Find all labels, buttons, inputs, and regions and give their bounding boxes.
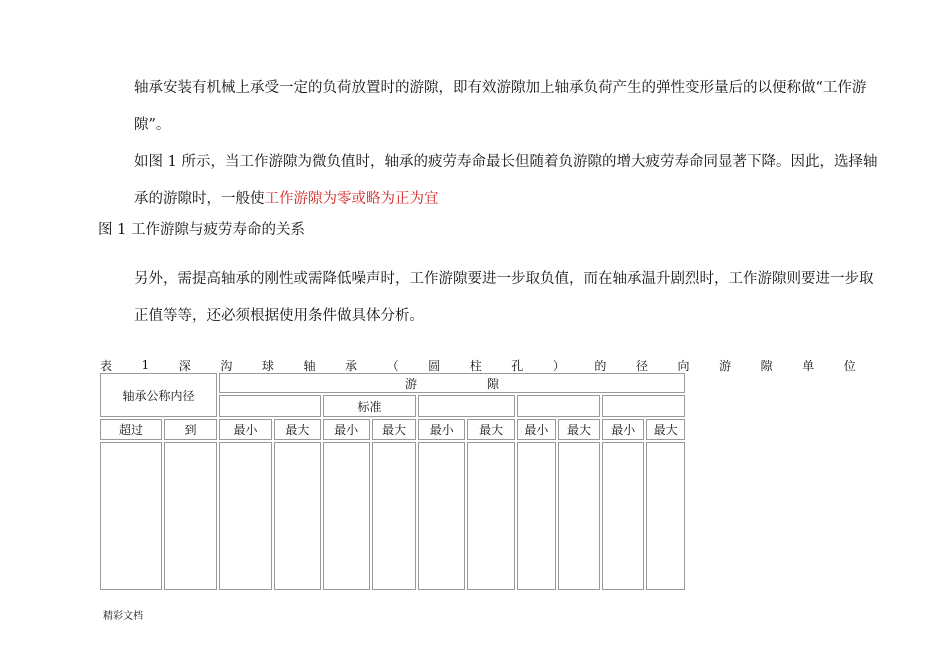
col-max: 最大: [274, 419, 321, 440]
table-title-char: 1: [141, 358, 150, 372]
table-title-char: 孔: [511, 358, 524, 373]
table-cell: [602, 442, 644, 590]
paragraph-fatigue-life: [98, 144, 886, 218]
header-nominal-bore: 轴承公称内径: [100, 373, 217, 417]
header-clearance: [219, 373, 685, 393]
paragraph-additional-notes: 另外，需提高轴承的刚性或需降低噪声时，工作游隙要进一步取负值，而在轴承温升剧烈时，工作游隙则要进一步取正值等等，还必须根据使用条件做具体分析。: [134, 271, 874, 324]
col-max: 最大: [467, 419, 515, 440]
table-cell: [467, 442, 515, 590]
table-title-char: 游: [719, 358, 732, 373]
table-cell: [418, 442, 465, 590]
col-max: 最大: [646, 419, 685, 440]
group-cell: [219, 395, 321, 417]
col-min: 最小: [602, 419, 644, 440]
table-title-char: 径: [635, 358, 648, 373]
col-min: 最小: [219, 419, 272, 440]
table-cell: [558, 442, 601, 590]
table-cell: [517, 442, 556, 590]
table-title-char: 深: [178, 358, 191, 373]
group-cell: [602, 395, 685, 417]
col-over: 超过: [100, 419, 162, 440]
group-cell: [517, 395, 600, 417]
header-clearance-char: 游: [405, 376, 418, 391]
header-clearance-char: 隙: [487, 376, 500, 391]
table-cell: [100, 442, 162, 590]
table-title-char: 沟: [220, 358, 233, 373]
paragraph-fatigue-text: 如图 1 所示，当工作游隙为微负值时，轴承的疲劳寿命最长但随着负游隙的增大疲劳寿命同显著下降。因此，选择轴承的游隙时，一般使: [134, 154, 878, 207]
table-title-char: 单: [802, 358, 815, 373]
table-cell: [372, 442, 417, 590]
table-title-char: 位: [843, 358, 856, 373]
table-cell: [646, 442, 685, 590]
col-to: 到: [164, 419, 217, 440]
table-header-row: [100, 373, 685, 393]
table-cell: [219, 442, 272, 590]
group-cell: [418, 395, 515, 417]
table-title-char: 表: [100, 358, 113, 373]
table-title-char: 柱: [469, 358, 482, 373]
table-cell: [164, 442, 217, 590]
col-min: 最小: [517, 419, 556, 440]
table-title-char: 向: [677, 358, 690, 373]
table-title-char: 隙: [760, 358, 773, 373]
table-cell: [323, 442, 370, 590]
radial-clearance-table: [98, 371, 687, 592]
table-title-char: （: [386, 358, 399, 373]
footer-label: 精彩文档: [103, 611, 143, 622]
group-cell-standard: 标准: [323, 395, 417, 417]
table-title-char: 的: [594, 358, 607, 373]
figure-caption: 图 1 工作游隙与疲劳寿命的关系: [98, 222, 305, 238]
table-title-char: 球: [261, 358, 274, 373]
highlighted-conclusion: 工作游隙为零或略为正为宜: [264, 191, 439, 207]
table-title-char: 承: [345, 358, 358, 373]
table-data-row: [100, 442, 685, 590]
col-max: 最大: [558, 419, 601, 440]
col-min: 最小: [418, 419, 465, 440]
paragraph-working-clearance: 轴承安装有机械上承受一定的负荷放置时的游隙，即有效游隙加上轴承负荷产生的弹性变形量后的以便称做“工作游隙”。: [134, 80, 867, 133]
table-title-char: 轴: [303, 358, 316, 373]
table-column-row: [100, 419, 685, 440]
table-title-char: 圆: [428, 358, 441, 373]
table-title-char: ）: [552, 358, 565, 373]
col-max: 最大: [372, 419, 417, 440]
table-cell: [274, 442, 321, 590]
col-min: 最小: [323, 419, 370, 440]
